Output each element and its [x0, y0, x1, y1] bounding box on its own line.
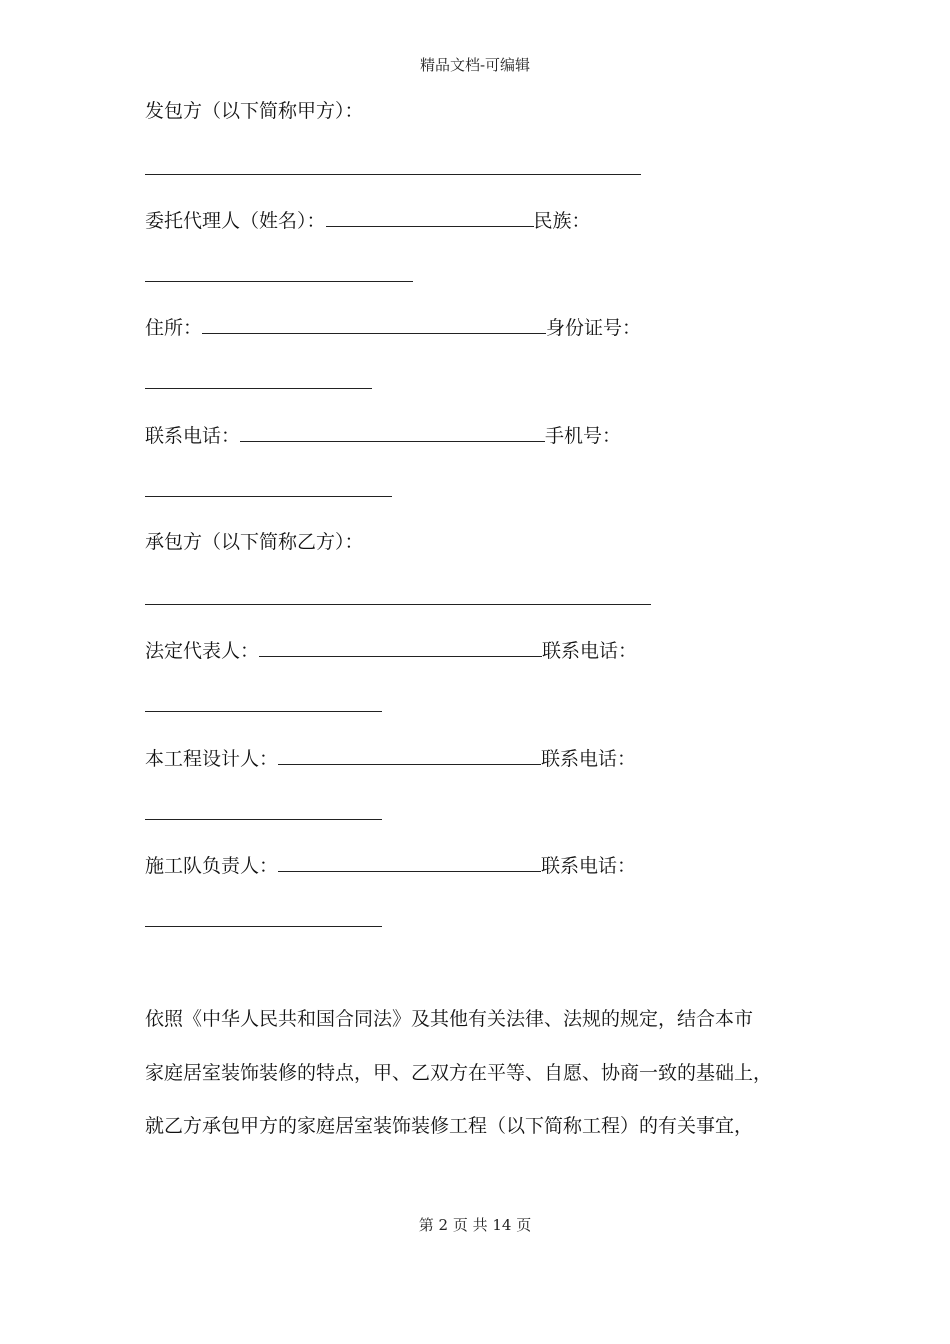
address-blank[interactable] — [202, 313, 546, 334]
team-lead-label: 施工队负责人： — [145, 855, 279, 877]
agent-name-blank[interactable] — [326, 206, 534, 227]
designer-phone-blank[interactable] — [145, 819, 382, 820]
party-b-name-blank[interactable] — [145, 604, 651, 605]
designer-label: 本工程设计人： — [145, 748, 279, 770]
address-row — [145, 313, 641, 341]
designer-row — [145, 744, 636, 772]
agent-label: 委托代理人（姓名）： — [145, 210, 326, 232]
party-a-name-blank[interactable] — [145, 174, 641, 175]
team-lead-phone-blank[interactable] — [145, 926, 382, 927]
legal-rep-phone-blank[interactable] — [145, 711, 382, 712]
body-line-3: 就乙方承包甲方的家庭居室装饰装修工程（以下简称工程）的有关事宜， — [145, 1115, 754, 1137]
team-lead-blank[interactable] — [278, 851, 541, 872]
body-line-1: 依照《中华人民共和国合同法》及其他有关法律、法规的规定，结合本市 — [145, 1008, 754, 1030]
legal-rep-label: 法定代表人： — [145, 640, 260, 662]
address-label: 住所： — [145, 317, 203, 339]
mobile-label: 手机号： — [545, 425, 622, 447]
designer-blank[interactable] — [278, 744, 541, 765]
body-line-2: 家庭居室装饰装修的特点，甲、乙双方在平等、自愿、协商一致的基础上， — [145, 1062, 773, 1084]
designer-phone-label: 联系电话： — [541, 748, 637, 770]
agent-row — [145, 206, 591, 234]
phone-label: 联系电话： — [145, 425, 241, 447]
team-lead-row — [145, 851, 636, 879]
mobile-blank[interactable] — [145, 496, 392, 497]
party-b-title: 承包方（以下简称乙方）： — [145, 531, 364, 553]
page-footer: 第 2 页 共 14 页 — [418, 1216, 532, 1234]
party-a-title: 发包方（以下简称甲方）： — [145, 100, 364, 122]
ethnicity-label: 民族： — [533, 210, 591, 232]
phone-blank[interactable] — [240, 421, 545, 442]
legal-rep-blank[interactable] — [259, 636, 542, 657]
legal-rep-phone-label: 联系电话： — [542, 640, 638, 662]
id-number-blank[interactable] — [145, 388, 372, 389]
legal-rep-row — [145, 636, 637, 664]
phone-row — [145, 421, 621, 449]
page-header: 精品文档-可编辑 — [419, 56, 531, 74]
ethnicity-blank[interactable] — [145, 281, 413, 282]
team-lead-phone-label: 联系电话： — [541, 855, 637, 877]
id-label: 身份证号： — [546, 317, 642, 339]
